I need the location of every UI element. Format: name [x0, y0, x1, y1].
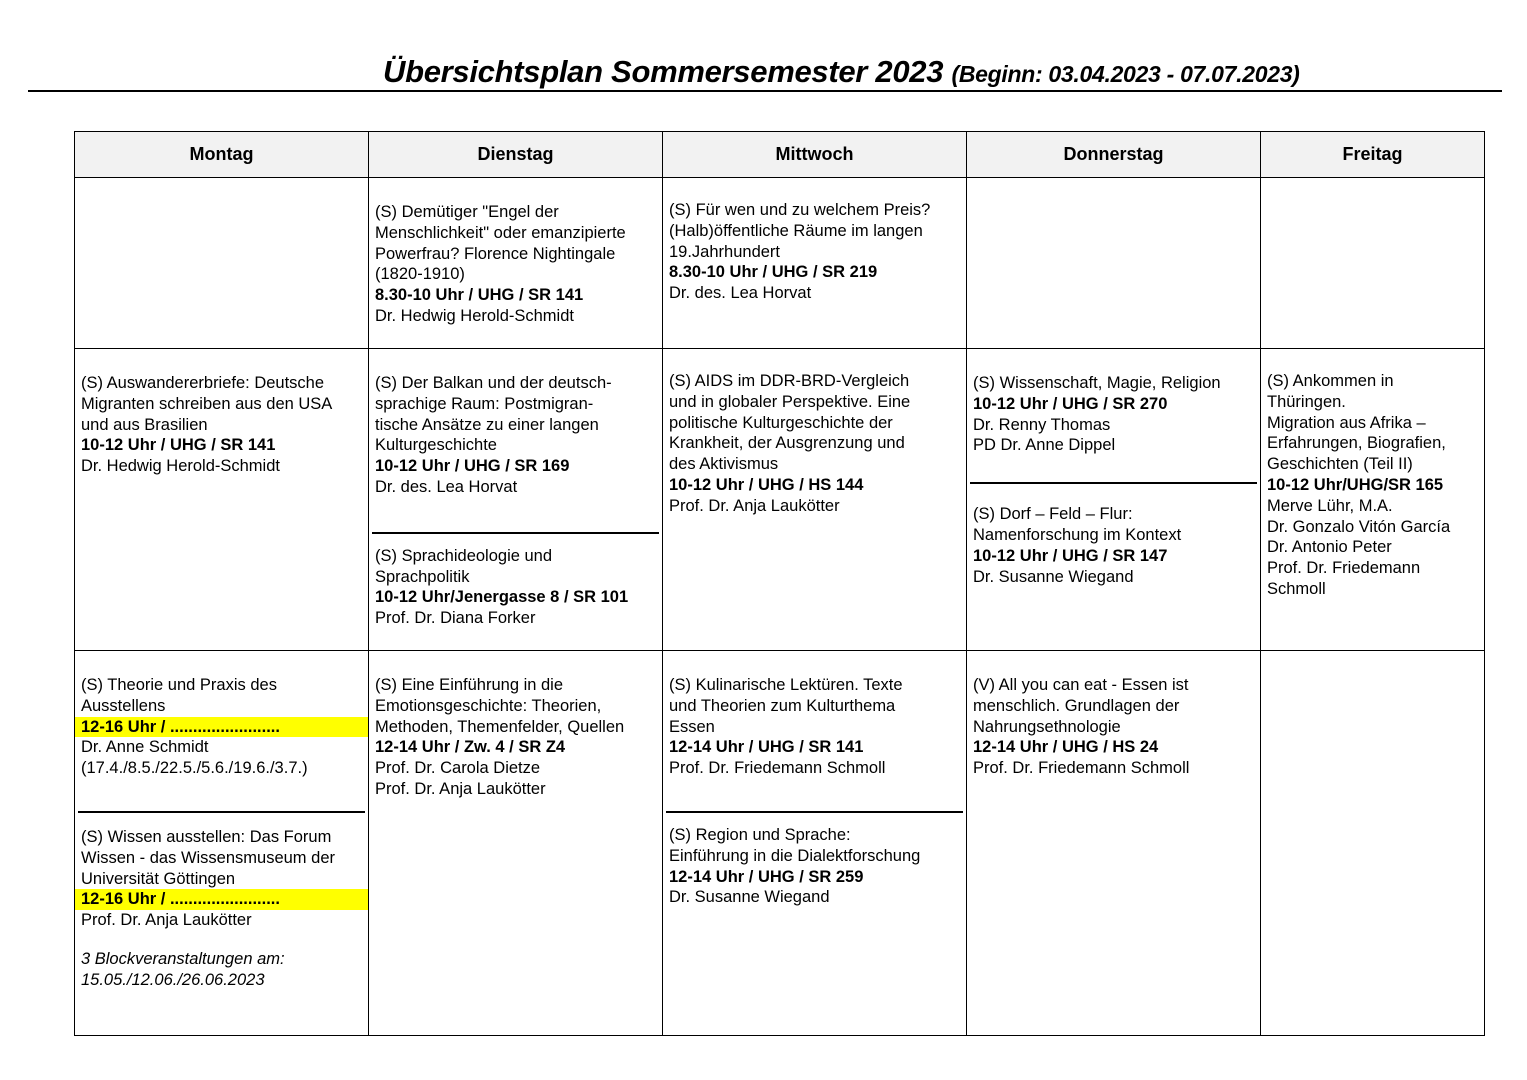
- lecturer-name: Dr. Anne Schmidt: [81, 738, 209, 757]
- cell-content: [1261, 349, 1484, 600]
- course-title-line: (1820-1910): [375, 265, 465, 284]
- course-entry: [369, 202, 662, 327]
- course-time-room: 12-14 Uhr / UHG / SR 259: [669, 867, 864, 886]
- course-time-room: 12-16 Uhr / ........................: [75, 889, 368, 910]
- course-title-line: Nahrungsethnologie: [973, 717, 1121, 736]
- course-title-line: Sprachpolitik: [375, 567, 470, 586]
- course-entry: [967, 373, 1260, 456]
- lecturer-name: Prof. Dr. Anja Laukötter: [669, 496, 840, 515]
- cell-content: [369, 651, 662, 800]
- course-time-room: 12-16 Uhr / ........................: [75, 717, 368, 738]
- cell-content: [1261, 178, 1484, 202]
- day-header: Montag: [75, 132, 369, 178]
- lecturer-name: Dr. des. Lea Horvat: [669, 284, 812, 303]
- page-header: [28, 50, 1502, 92]
- course-title-line: Wissen - das Wissensmuseum der: [81, 848, 335, 867]
- page-title: [383, 54, 1300, 90]
- course-title-line: Geschichten (Teil II): [1267, 455, 1413, 474]
- schedule-cell-montag: [75, 349, 369, 651]
- course-title-line: Powerfrau? Florence Nightingale: [375, 244, 616, 263]
- course-entry: [663, 675, 966, 779]
- course-title-line: und aus Brasilien: [81, 415, 208, 434]
- lecturer-name: PD Dr. Anne Dippel: [973, 436, 1116, 455]
- course-title-line: Universität Göttingen: [81, 869, 236, 888]
- course-title-line: Erfahrungen, Biografien,: [1267, 434, 1446, 453]
- course-time-room: 12-14 Uhr / UHG / SR 141: [669, 738, 864, 757]
- schedule-cell-freitag: [1261, 651, 1485, 1036]
- day-header: Freitag: [1261, 132, 1485, 178]
- course-title-line: (V) All you can eat - Essen ist: [973, 676, 1189, 694]
- course-note-line: 15.05./12.06./26.06.2023: [81, 970, 265, 989]
- schedule-table: [74, 131, 1485, 1036]
- course-entry: [369, 546, 662, 629]
- course-time-room: 10-12 Uhr/UHG/SR 165: [1267, 475, 1444, 494]
- course-title-line: (S) Kulinarische Lektüren. Texte: [669, 676, 903, 694]
- course-title-line: tische Ansätze zu einer langen: [375, 415, 599, 434]
- title-sub: (Beginn: 03.04.2023 - 07.07.2023): [951, 61, 1300, 87]
- course-entry: [369, 373, 662, 498]
- course-entry: [75, 827, 368, 991]
- course-title-line: 19.Jahrhundert: [669, 242, 780, 261]
- cell-content: [1261, 651, 1484, 675]
- lecturer-name: Prof. Dr. Anja Laukötter: [81, 911, 252, 930]
- course-title-line: menschlich. Grundlagen der: [973, 696, 1180, 715]
- course-entry: [967, 504, 1260, 587]
- cell-content: [967, 178, 1260, 202]
- cell-content: [75, 349, 368, 477]
- lecturer-name: Prof. Dr. Anja Laukötter: [375, 779, 546, 798]
- lecturer-name: Prof. Dr. Diana Forker: [375, 609, 536, 628]
- course-title-line: Emotionsgeschichte: Theorien,: [375, 696, 602, 715]
- course-title-line: (S) Für wen und zu welchem Preis?: [669, 201, 931, 219]
- course-entry: [663, 371, 966, 517]
- course-entry: [663, 825, 966, 908]
- course-title-line: Einführung in die Dialektforschung: [669, 846, 921, 865]
- schedule-row: [75, 349, 1485, 651]
- course-time-room: 10-12 Uhr / UHG / SR 169: [375, 457, 570, 476]
- course-time-room: 12-14 Uhr / Zw. 4 / SR Z4: [375, 738, 566, 757]
- course-title-line: (S) AIDS im DDR-BRD-Vergleich: [669, 372, 910, 390]
- course-title-line: Menschlichkeit" oder emanzipierte: [375, 223, 626, 242]
- cell-content: [75, 651, 368, 991]
- course-title-line: (S) Der Balkan und der deutsch-: [375, 374, 612, 392]
- course-time-room: 10-12 Uhr / UHG / SR 141: [81, 436, 276, 455]
- course-time-room: 8.30-10 Uhr / UHG / SR 219: [669, 263, 878, 282]
- course-divider: [372, 532, 659, 534]
- lecturer-name: (17.4./8.5./22.5./5.6./19.6./3.7.): [81, 759, 308, 778]
- course-title-line: Essen: [669, 717, 715, 736]
- lecturer-name: Prof. Dr. Friedemann Schmoll: [973, 759, 1190, 778]
- course-time-room: 10-12 Uhr/Jenergasse 8 / SR 101: [375, 588, 629, 607]
- course-title-line: (S) Wissen ausstellen: Das Forum: [81, 827, 332, 846]
- course-title-line: (S) Auswandererbriefe: Deutsche: [81, 374, 325, 392]
- cell-content: [663, 651, 966, 908]
- lecturer-name: Prof. Dr. Carola Dietze: [375, 759, 541, 778]
- schedule-cell-freitag: [1261, 178, 1485, 349]
- course-entry: [75, 675, 368, 779]
- course-title-line: (S) Region und Sprache:: [669, 825, 851, 844]
- course-title-line: Thüringen.: [1267, 392, 1346, 411]
- course-title-line: Namenforschung im Kontext: [973, 525, 1182, 544]
- course-divider: [970, 482, 1257, 484]
- schedule-cell-freitag: [1261, 349, 1485, 651]
- course-time-room: 8.30-10 Uhr / UHG / SR 141: [375, 286, 584, 305]
- course-title-line: Methoden, Themenfelder, Quellen: [375, 717, 625, 736]
- course-title-line: und Theorien zum Kulturthema: [669, 696, 896, 715]
- schedule-row: [75, 178, 1485, 349]
- course-title-line: Krankheit, der Ausgrenzung und: [669, 434, 905, 453]
- day-header: Mittwoch: [663, 132, 967, 178]
- course-entry: [663, 200, 966, 304]
- course-entry: [967, 675, 1260, 779]
- course-title-line: und in globaler Perspektive. Eine: [669, 392, 911, 411]
- day-header: Dienstag: [369, 132, 663, 178]
- course-title-line: Kulturgeschichte: [375, 436, 497, 455]
- schedule-cell-donnerstag: [967, 349, 1261, 651]
- cell-content: [967, 651, 1260, 779]
- cell-content: [75, 178, 368, 202]
- course-title-line: (S) Ankommen in: [1267, 372, 1394, 390]
- lecturer-name: Merve Lühr, M.A.: [1267, 496, 1393, 515]
- schedule-cell-mittwoch: [663, 651, 967, 1036]
- title-main: Übersichtsplan Sommersemester 2023: [383, 54, 944, 89]
- course-title-line: (S) Eine Einführung in die: [375, 676, 564, 694]
- lecturer-name: Dr. Hedwig Herold-Schmidt: [81, 457, 280, 476]
- course-divider: [78, 811, 365, 813]
- course-title-line: des Aktivismus: [669, 455, 779, 474]
- course-divider: [666, 811, 963, 813]
- schedule-cell-dienstag: [369, 349, 663, 651]
- lecturer-name: Prof. Dr. Friedemann Schmoll: [669, 759, 886, 778]
- course-title-line: (Halb)öffentliche Räume im langen: [669, 221, 923, 240]
- schedule-cell-dienstag: [369, 651, 663, 1036]
- day-header: Donnerstag: [967, 132, 1261, 178]
- course-entry: [1261, 371, 1484, 600]
- course-time-room: 10-12 Uhr / UHG / SR 270: [973, 394, 1168, 413]
- course-title-line: politische Kulturgeschichte der: [669, 413, 893, 432]
- schedule-cell-mittwoch: [663, 349, 967, 651]
- cell-content: [663, 178, 966, 304]
- schedule-cell-dienstag: [369, 178, 663, 349]
- course-title-line: (S) Demütiger "Engel der: [375, 203, 559, 221]
- lecturer-name: Dr. Gonzalo Vitón García: [1267, 517, 1451, 536]
- course-title-line: (S) Dorf – Feld – Flur:: [973, 505, 1133, 524]
- cell-content: [369, 349, 662, 629]
- lecturer-name: Prof. Dr. Friedemann: [1267, 559, 1421, 578]
- course-title-line: Migranten schreiben aus den USA: [81, 394, 333, 413]
- course-note-line: 3 Blockveranstaltungen am:: [81, 949, 285, 968]
- lecturer-name: Dr. Susanne Wiegand: [973, 567, 1134, 586]
- schedule-cell-donnerstag: [967, 178, 1261, 349]
- course-time-room: 10-12 Uhr / UHG / SR 147: [973, 546, 1168, 565]
- lecturer-name: Dr. Renny Thomas: [973, 415, 1111, 434]
- lecturer-name: Dr. Hedwig Herold-Schmidt: [375, 306, 574, 325]
- course-title-line: Migration aus Afrika –: [1267, 413, 1426, 432]
- course-title-line: sprachige Raum: Postmigran-: [375, 394, 594, 413]
- course-time-room: 12-14 Uhr / UHG / HS 24: [973, 738, 1159, 757]
- lecturer-name: Dr. Antonio Peter: [1267, 538, 1392, 557]
- course-note: [81, 949, 364, 991]
- course-title-line: Ausstellens: [81, 696, 166, 715]
- schedule-cell-montag: [75, 178, 369, 349]
- schedule-cell-donnerstag: [967, 651, 1261, 1036]
- schedule-cell-montag: [75, 651, 369, 1036]
- course-time-room: 10-12 Uhr / UHG / HS 144: [669, 475, 864, 494]
- course-title-line: (S) Sprachideologie und: [375, 546, 553, 565]
- lecturer-name: Schmoll: [1267, 579, 1326, 598]
- course-entry: [75, 373, 368, 477]
- schedule-row: [75, 651, 1485, 1036]
- cell-content: [369, 178, 662, 327]
- lecturer-name: Dr. des. Lea Horvat: [375, 477, 518, 496]
- day-header-row: [75, 132, 1485, 178]
- lecturer-name: Dr. Susanne Wiegand: [669, 888, 830, 907]
- course-title-line: (S) Theorie und Praxis des: [81, 676, 277, 694]
- schedule-cell-mittwoch: [663, 178, 967, 349]
- cell-content: [663, 349, 966, 517]
- course-entry: [369, 675, 662, 800]
- cell-content: [967, 349, 1260, 587]
- course-title-line: (S) Wissenschaft, Magie, Religion: [973, 374, 1221, 392]
